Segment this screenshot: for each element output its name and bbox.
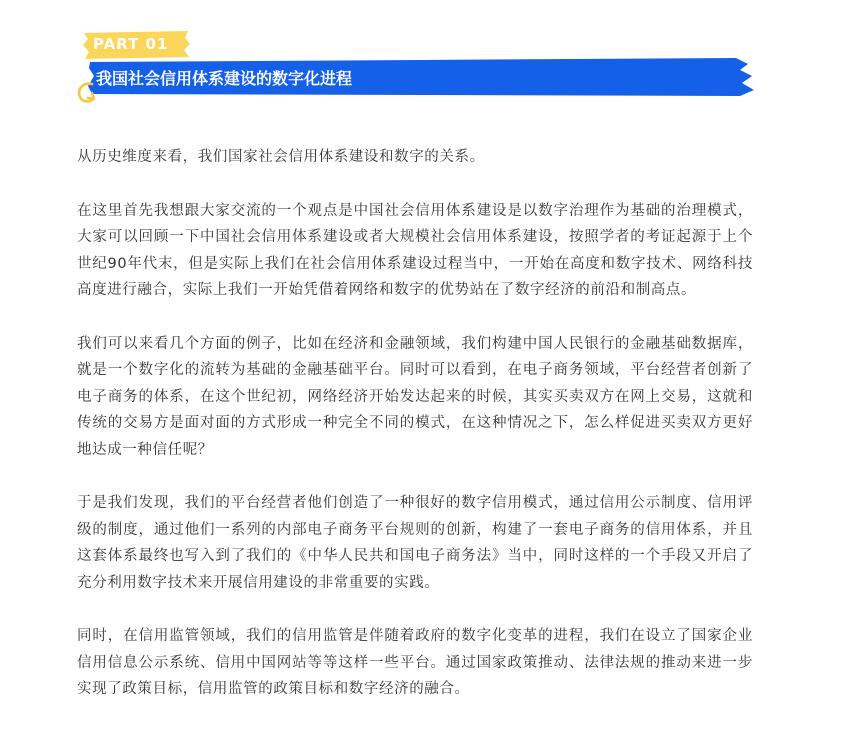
- part-label: PART 01: [93, 35, 169, 53]
- paragraph: 从历史维度来看，我们国家社会信用体系建设和数字的关系。: [77, 149, 485, 165]
- paragraph: 在这里首先我想跟大家交流的一个观点是中国社会信用体系建设是以数字治理作为基础的治理模式，大家可以回顾一下中国社会信用体系建设或者大规模社会信用体系建设，按照学者的考证起源于上个世纪90年代末，但是实际上我们在社会信用体系建设过程当中，一开始在高度和数字技术、网络科技高度进行融合，实际上我们一开始凭借着网络和数字的优势站在了数字经济的前沿和制高点。: [77, 202, 753, 298]
- section-title: 我国社会信用体系建设的数字化进程: [96, 69, 353, 88]
- paragraph: 同时，在信用监管领域，我们的信用监管是伴随着政府的数字化变革的进程，我们在设立了国家企业信用信息公示系统、信用中国网站等等这样一些平台。通过国家政策推动、法律法规的推动来进一步实现了政策目标，信用监管的政策目标和数字经济的融合。: [77, 628, 753, 697]
- paragraph: 于是我们发现，我们的平台经营者他们创造了一种很好的数字信用模式，通过信用公示制度、信用评级的制度，通过他们一系列的内部电子商务平台规则的创新，构建了一套电子商务的信用体系，并且这套体系最终也写入到了我们的《中华人民共和国电子商务法》当中，同时这样的一个手段又开启了充分利用数字技术来开展信用建设的非常重要的实践。: [77, 495, 753, 591]
- paragraph: 我们可以来看几个方面的例子，比如在经济和金融领域，我们构建中国人民银行的金融基础数据库，就是一个数字化的流转为基础的金融基础平台。同时可以看到，在电子商务领域，平台经营者创新了电子商务的体系，在这个世纪初，网络经济开始发达起来的时候，其实买卖双方在网上交易，这就和传统的交易方是面对面的方式形成一种完全不同的模式，在这种情况之下，怎么样促进买卖双方更好地达成一种信任呢？: [77, 335, 753, 458]
- article-body: [77, 144, 753, 730]
- title-ribbon: [88, 56, 756, 98]
- section-header: [74, 28, 764, 108]
- curl-arrow-icon: [74, 78, 100, 106]
